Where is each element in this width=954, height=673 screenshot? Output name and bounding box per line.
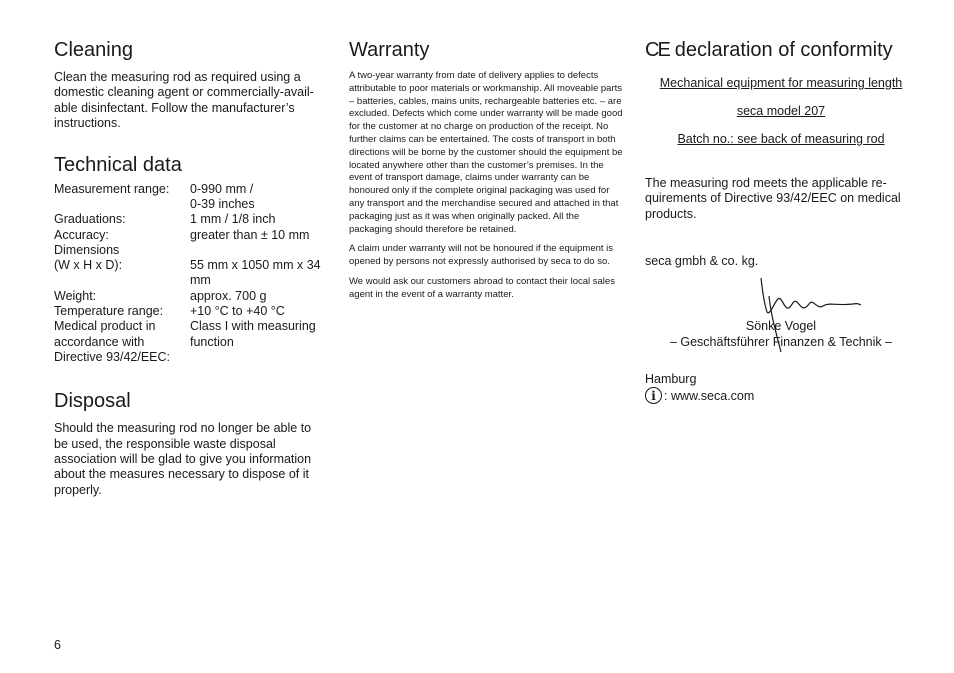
conformity-equipment: Mechanical equipment for measuring length <box>659 76 903 90</box>
spec-key: Graduations: <box>54 212 126 227</box>
technical-data-table <box>54 182 326 366</box>
signer-name: Sönke Vogel <box>745 318 817 333</box>
warranty-title: Warranty <box>349 39 430 61</box>
conformity-heading <box>645 36 917 64</box>
info-icon: i <box>645 387 662 404</box>
company-name: seca gmbh & co. kg. <box>645 254 759 269</box>
spec-value <box>190 243 326 258</box>
conformity-statement: The measuring rod meets the applicable re-quirements of Directive 93/42/EEC on medical products. <box>645 176 901 221</box>
spec-key: Medical product in accordance with Directive 93/42/EEC: <box>54 319 171 364</box>
signature-block <box>645 276 917 366</box>
spec-key: Accuracy: <box>54 227 109 242</box>
conformity-model: seca model 207 <box>736 104 826 118</box>
spec-value: 1 mm / 1/8 inch <box>190 212 276 227</box>
spec-row <box>54 228 326 243</box>
spec-row <box>54 258 326 289</box>
middle-column <box>349 36 623 309</box>
spec-row <box>54 182 326 197</box>
spec-key: Measurement range: <box>54 181 170 196</box>
conformity-title: declaration of conformity <box>674 39 893 61</box>
disposal-title: Disposal <box>54 390 131 413</box>
spec-row <box>54 304 326 319</box>
website-row <box>645 387 917 404</box>
spec-value: approx. 700 g <box>190 288 267 303</box>
spec-key: (W x H x D): <box>54 258 123 273</box>
spec-key: Dimensions <box>54 242 120 257</box>
spec-row <box>54 243 326 258</box>
warranty-paragraph: A two-year warranty from date of delivery applies to defects attributable to poor materials or workmanship. All moveable parts – batteries, cables, mains units, rechargeable batteries etc. – are excluded. Defects which come under warranty will be made good for the customer at no charge on production of the receipt. No further claims can be entertained. The costs of transport in both directions will be borne by the customer should the equipment be located anywhere other than the customer’s premises. In the event of transport damage, claims under warranty can be honoured only if the complete original packaging was used for any transport and the merchandise secured and attached in that packaging just as it was when originally packed. All the packaging should therefore be retained. <box>349 70 623 235</box>
signer-role: – Geschäftsführer Finanzen & Technik – <box>669 334 893 349</box>
spec-value: 0-990 mm / <box>190 181 254 196</box>
cleaning-text: Clean the measuring rod as required using a domestic cleaning agent or commercially-avail-able disinfectant. Follow the manufacturer’s instructions. <box>54 70 314 131</box>
spec-row <box>54 197 326 212</box>
spec-key: Weight: <box>54 288 97 303</box>
spec-value: 55 mm x 1050 mm x 34 mm <box>190 258 321 288</box>
website: : www.seca.com <box>664 388 755 403</box>
warranty-paragraph: A claim under warranty will not be honoured if the equipment is opened by persons not expressly authorised by seca to do so. <box>349 243 614 268</box>
warranty-paragraph: We would ask our customers abroad to contact their local sales agent in the event of a warranty matter. <box>349 275 615 300</box>
spec-value: greater than ± 10 mm <box>190 227 310 242</box>
spec-key <box>54 197 190 212</box>
spec-value: 0-39 inches <box>190 196 255 211</box>
cleaning-title: Cleaning <box>54 39 133 61</box>
spec-value: +10 °C to +40 °C <box>190 304 285 318</box>
spec-row <box>54 319 326 365</box>
technical-data-title: Technical data <box>54 153 182 176</box>
left-column <box>54 36 326 498</box>
city: Hamburg <box>645 371 697 386</box>
ce-mark-icon: CE <box>645 38 669 61</box>
spec-row <box>54 289 326 304</box>
spec-key: Temperature range: <box>54 304 164 318</box>
spec-row <box>54 212 326 227</box>
conformity-batch: Batch no.: see back of measuring rod <box>677 132 885 146</box>
spec-value: Class I with measuring function <box>190 319 316 349</box>
right-column <box>645 36 917 404</box>
page-number: 6 <box>54 638 61 652</box>
disposal-text: Should the measuring rod no longer be able to be used, the responsible waste disposal association will be glad to give you information about the measures necessary to dispose of it properly. <box>54 421 312 497</box>
